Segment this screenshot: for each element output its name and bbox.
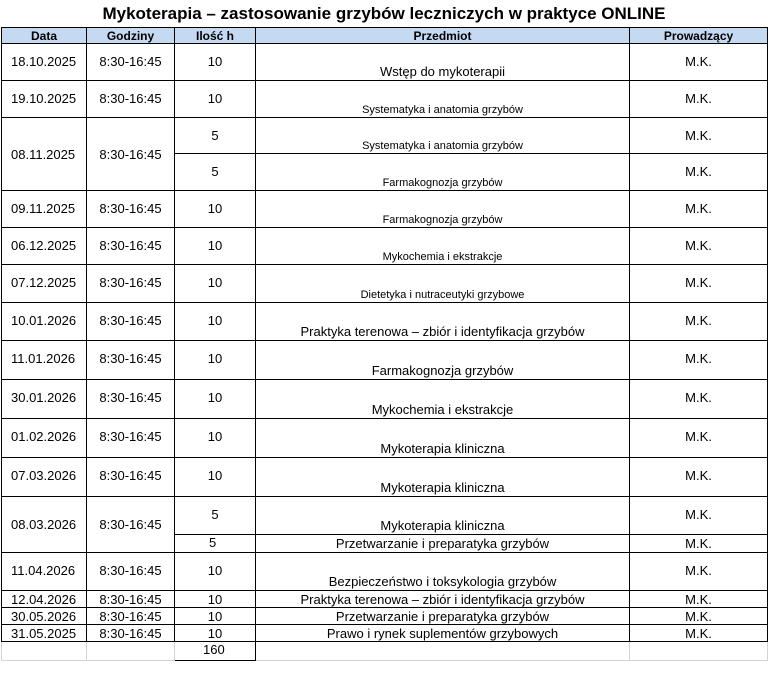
- cell-subject[interactable]: Farmakognozja grzybów: [256, 154, 630, 191]
- table-row: [2, 625, 768, 642]
- cell-date[interactable]: 12.04.2026: [2, 591, 87, 608]
- cell-date[interactable]: 31.05.2025: [2, 625, 87, 642]
- cell-lecturer[interactable]: M.K.: [630, 303, 768, 341]
- cell-lecturer[interactable]: M.K.: [630, 44, 768, 81]
- cell-lecturer[interactable]: M.K.: [630, 608, 768, 625]
- cell-count[interactable]: 5: [175, 535, 256, 553]
- cell-subject[interactable]: Mykoterapia kliniczna: [256, 458, 630, 497]
- table-row: [2, 118, 768, 154]
- cell-date[interactable]: 18.10.2025: [2, 44, 87, 81]
- cell-hours[interactable]: 8:30-16:45: [87, 608, 175, 625]
- table-row: [2, 553, 768, 591]
- cell-date[interactable]: 08.11.2025: [2, 118, 87, 191]
- cell-lecturer[interactable]: M.K.: [630, 81, 768, 118]
- table-row: [2, 458, 768, 497]
- table-row: [2, 608, 768, 625]
- cell-count[interactable]: 10: [175, 591, 256, 608]
- empty-cell[interactable]: [2, 642, 87, 661]
- cell-lecturer[interactable]: M.K.: [630, 458, 768, 497]
- table-row: [2, 228, 768, 265]
- cell-hours[interactable]: 8:30-16:45: [87, 118, 175, 191]
- cell-lecturer[interactable]: M.K.: [630, 380, 768, 419]
- cell-hours[interactable]: 8:30-16:45: [87, 341, 175, 380]
- cell-date[interactable]: 09.11.2025: [2, 191, 87, 228]
- cell-lecturer[interactable]: M.K.: [630, 535, 768, 553]
- empty-cell[interactable]: [630, 642, 768, 661]
- cell-count[interactable]: 5: [175, 118, 256, 154]
- cell-lecturer[interactable]: M.K.: [630, 497, 768, 535]
- cell-lecturer[interactable]: M.K.: [630, 118, 768, 154]
- cell-hours[interactable]: 8:30-16:45: [87, 44, 175, 81]
- cell-count[interactable]: 10: [175, 341, 256, 380]
- cell-count[interactable]: 10: [175, 553, 256, 591]
- cell-date[interactable]: 11.04.2026: [2, 553, 87, 591]
- cell-hours[interactable]: 8:30-16:45: [87, 553, 175, 591]
- total-row: [2, 642, 768, 661]
- cell-count[interactable]: 10: [175, 419, 256, 458]
- cell-hours[interactable]: 8:30-16:45: [87, 497, 175, 553]
- cell-count[interactable]: 10: [175, 380, 256, 419]
- table-row: [2, 265, 768, 303]
- cell-subject[interactable]: Farmakognozja grzybów: [256, 191, 630, 228]
- cell-lecturer[interactable]: M.K.: [630, 625, 768, 642]
- table-row: [2, 81, 768, 118]
- table-row: [2, 44, 768, 81]
- cell-lecturer[interactable]: M.K.: [630, 553, 768, 591]
- header-row: [2, 28, 768, 44]
- cell-lecturer[interactable]: M.K.: [630, 154, 768, 191]
- cell-lecturer[interactable]: M.K.: [630, 341, 768, 380]
- cell-date[interactable]: 11.01.2026: [2, 341, 87, 380]
- cell-subject[interactable]: Praktyka terenowa – zbiór i identyfikacja grzybów: [256, 591, 630, 608]
- cell-subject[interactable]: Bezpieczeństwo i toksykologia grzybów: [256, 553, 630, 591]
- cell-count[interactable]: 10: [175, 81, 256, 118]
- table-row: [2, 341, 768, 380]
- cell-hours[interactable]: 8:30-16:45: [87, 191, 175, 228]
- header-lecturer[interactable]: Prowadzący: [630, 28, 768, 44]
- cell-date[interactable]: 19.10.2025: [2, 81, 87, 118]
- cell-subject[interactable]: Mykoterapia kliniczna: [256, 497, 630, 535]
- cell-count[interactable]: 5: [175, 154, 256, 191]
- cell-hours[interactable]: 8:30-16:45: [87, 303, 175, 341]
- cell-subject[interactable]: Mykochemia i ekstrakcje: [256, 228, 630, 265]
- cell-lecturer[interactable]: M.K.: [630, 419, 768, 458]
- header-subject[interactable]: Przedmiot: [256, 28, 630, 44]
- cell-hours[interactable]: 8:30-16:45: [87, 458, 175, 497]
- cell-date[interactable]: 30.01.2026: [2, 380, 87, 419]
- cell-hours[interactable]: 8:30-16:45: [87, 419, 175, 458]
- cell-subject[interactable]: Prawo i rynek suplementów grzybowych: [256, 625, 630, 642]
- cell-count[interactable]: 10: [175, 608, 256, 625]
- cell-hours[interactable]: 8:30-16:45: [87, 380, 175, 419]
- table-row: [2, 497, 768, 535]
- cell-subject[interactable]: Mykochemia i ekstrakcje: [256, 380, 630, 419]
- table-row: [2, 303, 768, 341]
- empty-cell[interactable]: [87, 642, 175, 661]
- cell-subject[interactable]: Farmakognozja grzybów: [256, 341, 630, 380]
- cell-subject[interactable]: Systematyka i anatomia grzybów: [256, 118, 630, 154]
- cell-subject[interactable]: Mykoterapia kliniczna: [256, 419, 630, 458]
- sheet-title: Mykoterapia – zastosowanie grzybów leczniczych w praktyce ONLINE: [102, 4, 666, 23]
- cell-subject[interactable]: Praktyka terenowa – zbiór i identyfikacja grzybów: [256, 303, 630, 341]
- schedule-table: [1, 27, 768, 661]
- cell-lecturer[interactable]: M.K.: [630, 191, 768, 228]
- cell-count[interactable]: 10: [175, 265, 256, 303]
- header-count[interactable]: Ilość h: [175, 28, 256, 44]
- cell-date[interactable]: 01.02.2026: [2, 419, 87, 458]
- cell-count[interactable]: 10: [175, 303, 256, 341]
- cell-hours[interactable]: 8:30-16:45: [87, 81, 175, 118]
- cell-hours[interactable]: 8:30-16:45: [87, 591, 175, 608]
- cell-subject[interactable]: Przetwarzanie i preparatyka grzybów: [256, 608, 630, 625]
- cell-subject[interactable]: Dietetyka i nutraceutyki grzybowe: [256, 265, 630, 303]
- header-date[interactable]: Data: [2, 28, 87, 44]
- total-hours[interactable]: 160: [175, 642, 256, 661]
- cell-date[interactable]: 07.12.2025: [2, 265, 87, 303]
- cell-subject[interactable]: Przetwarzanie i preparatyka grzybów: [256, 535, 630, 553]
- cell-lecturer[interactable]: M.K.: [630, 228, 768, 265]
- cell-count[interactable]: 10: [175, 458, 256, 497]
- table-row: [2, 191, 768, 228]
- cell-date[interactable]: 30.05.2026: [2, 608, 87, 625]
- cell-date[interactable]: 06.12.2025: [2, 228, 87, 265]
- header-hours[interactable]: Godziny: [87, 28, 175, 44]
- cell-count[interactable]: 5: [175, 497, 256, 535]
- cell-lecturer[interactable]: M.K.: [630, 265, 768, 303]
- cell-subject[interactable]: Wstęp do mykoterapii: [256, 44, 630, 81]
- cell-hours[interactable]: 8:30-16:45: [87, 228, 175, 265]
- empty-cell[interactable]: [256, 642, 630, 661]
- cell-hours[interactable]: 8:30-16:45: [87, 625, 175, 642]
- cell-hours[interactable]: 8:30-16:45: [87, 265, 175, 303]
- cell-count[interactable]: 10: [175, 228, 256, 265]
- cell-count[interactable]: 10: [175, 191, 256, 228]
- cell-date[interactable]: 08.03.2026: [2, 497, 87, 553]
- table-row: [2, 380, 768, 419]
- cell-lecturer[interactable]: M.K.: [630, 591, 768, 608]
- cell-subject[interactable]: Systematyka i anatomia grzybów: [256, 81, 630, 118]
- table-row: [2, 591, 768, 608]
- cell-date[interactable]: 07.03.2026: [2, 458, 87, 497]
- cell-date[interactable]: 10.01.2026: [2, 303, 87, 341]
- table-row: [2, 419, 768, 458]
- cell-count[interactable]: 10: [175, 625, 256, 642]
- cell-count[interactable]: 10: [175, 44, 256, 81]
